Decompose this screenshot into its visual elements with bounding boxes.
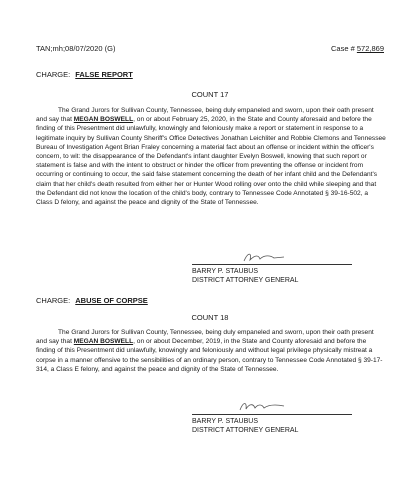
paragraph-text-before: The Grand Jurors for Sullivan County, Tennessee, being duly empaneled and sworn, upon their oath present and say that (36, 107, 374, 124)
signature-block-count-17 (192, 264, 352, 285)
defendant-name: MEGAN BOSWELL (73, 116, 134, 124)
charge-heading-count-17 (36, 70, 133, 79)
defendant-name: MEGAN BOSWELL (73, 338, 134, 346)
count-title: COUNT 17 (191, 90, 229, 99)
paragraph-text-before: The Grand Jurors for Sullivan County, Tennessee, being duly empaneled and sworn, upon their oath present and say that (36, 329, 374, 346)
count-title: COUNT 18 (191, 313, 229, 322)
charge-label: CHARGE: (36, 70, 71, 79)
signer-name: BARRY P. STAUBUS (192, 418, 259, 425)
signer-name: BARRY P. STAUBUS (192, 268, 259, 275)
signature-line (192, 264, 352, 265)
paragraph-text-after: , on or about February 25, 2020, in the State and County aforesaid and before the finding of this Presentment did unlawfully, knowingly and feloniously make a report or statement in response to a legitimate inquiry by Sullivan County Sheriff's Office Detectives Jonathan Leichliter and Robbie Clemons and Tennessee Bureau of Investigation Agent Brian Fraley concerning a material fact about an offense or incident within the officer's concern, to wit: the disappearance of the Defendant's infant daughter Evelyn Boswell, knowing that such report or statement is false and with the intent to obstruct or hinder the officer from preventing the offense or incident from occurring or continuing to occur, the said false statement concerning the death of her infant child and the Defendant's claim that her child's death resulted from either her or Hunter Wood rolling over onto the child while sleeping and that the Defendant did not know the location of the child's body, contrary to Tennessee Code Annotated § 39-16-502, a Class D felony, and against the peace and dignity of the State of Tennessee. (36, 116, 386, 207)
case-number: 572,869 (356, 44, 384, 53)
case-number-line (331, 44, 384, 53)
case-label: Case # (331, 44, 355, 53)
signer-title: DISTRICT ATTORNEY GENERAL (192, 427, 299, 434)
signature-block-count-18 (192, 414, 352, 435)
document-header (36, 44, 384, 56)
charge-name: FALSE REPORT (75, 70, 133, 79)
charge-heading-count-18 (36, 296, 148, 305)
count-17-paragraph (36, 106, 386, 207)
charge-label: CHARGE: (36, 296, 71, 305)
signature-image (236, 398, 290, 414)
charge-name: ABUSE OF CORPSE (75, 296, 148, 305)
count-18-paragraph (36, 328, 386, 374)
signer-title: DISTRICT ATTORNEY GENERAL (192, 277, 299, 284)
signature-image (240, 250, 290, 264)
signature-line (192, 414, 352, 415)
tan-line: TAN;mh;08/07/2020 (G) (36, 44, 116, 53)
paragraph-text-after: , on or about December, 2019, in the State and County aforesaid and before the finding of this Presentment did unlawfully, knowingly and feloniously and without legal privilege physically mistreat a corpse in a manner offensive to the sensibilities of an ordinary person, contrary to Tennessee Code Annotated § 39-17-314, a Class E felony, and against the peace and dignity of the State of Tennessee. (36, 338, 383, 373)
